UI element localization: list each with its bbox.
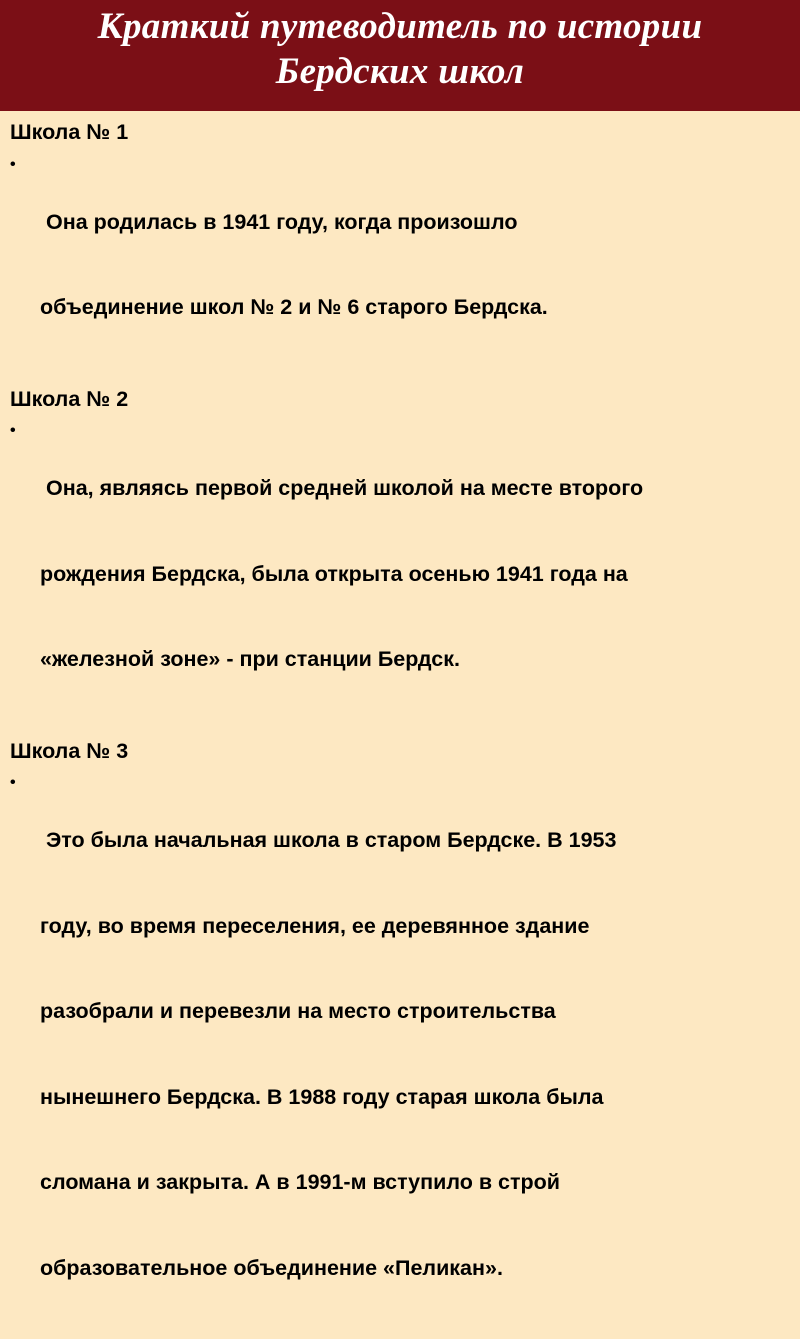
text-line: Она, являясь первой средней школой на месте второго <box>40 476 644 500</box>
slide-title-line-1: Краткий путеводитель по истории <box>97 6 703 47</box>
text-line: Она родилась в 1941 году, когда произошло <box>40 209 518 234</box>
text-line: Это была начальная школа в старом Бердске. В 1953 <box>40 828 617 852</box>
slide-title <box>0 4 800 94</box>
list-item-school-1 <box>10 151 790 379</box>
text-line: рождения Бердска, была открыта осенью 1941 года на <box>40 561 628 586</box>
bullet-icon: • <box>10 774 16 791</box>
text-line: разобрали и перевезли на место строительства <box>40 999 556 1023</box>
section-heading-school-2: Школа № 2 <box>10 386 129 411</box>
text-line: «железной зоне» - при станции Бердск. <box>40 647 460 671</box>
list-item-text <box>40 769 790 1339</box>
section-heading-school-1: Школа № 1 <box>10 120 129 144</box>
text-line: сломана и закрыта. А в 1991-м вступило в строй <box>40 1170 560 1194</box>
list-item-school-2 <box>10 417 790 731</box>
list-item-school-3 <box>10 769 790 1339</box>
text-line: году, во время переселения, ее деревянное здание <box>40 913 590 938</box>
title-bar <box>0 0 800 108</box>
bullet-icon: • <box>10 422 16 439</box>
bullet-icon: • <box>10 155 16 173</box>
slide-content <box>10 118 790 1339</box>
text-line: нынешнего Бердска. В 1988 году старая школа была <box>40 1084 604 1109</box>
list-item-text <box>40 417 790 731</box>
slide-title-line-2: Бердских школ <box>275 51 525 92</box>
title-divider <box>0 108 800 111</box>
section-heading-school-3: Школа № 3 <box>10 738 129 763</box>
text-line: объединение школ № 2 и № 6 старого Бердска. <box>40 295 548 319</box>
text-line: образовательное объединение «Пеликан». <box>40 1255 503 1280</box>
list-item-text <box>40 151 790 379</box>
